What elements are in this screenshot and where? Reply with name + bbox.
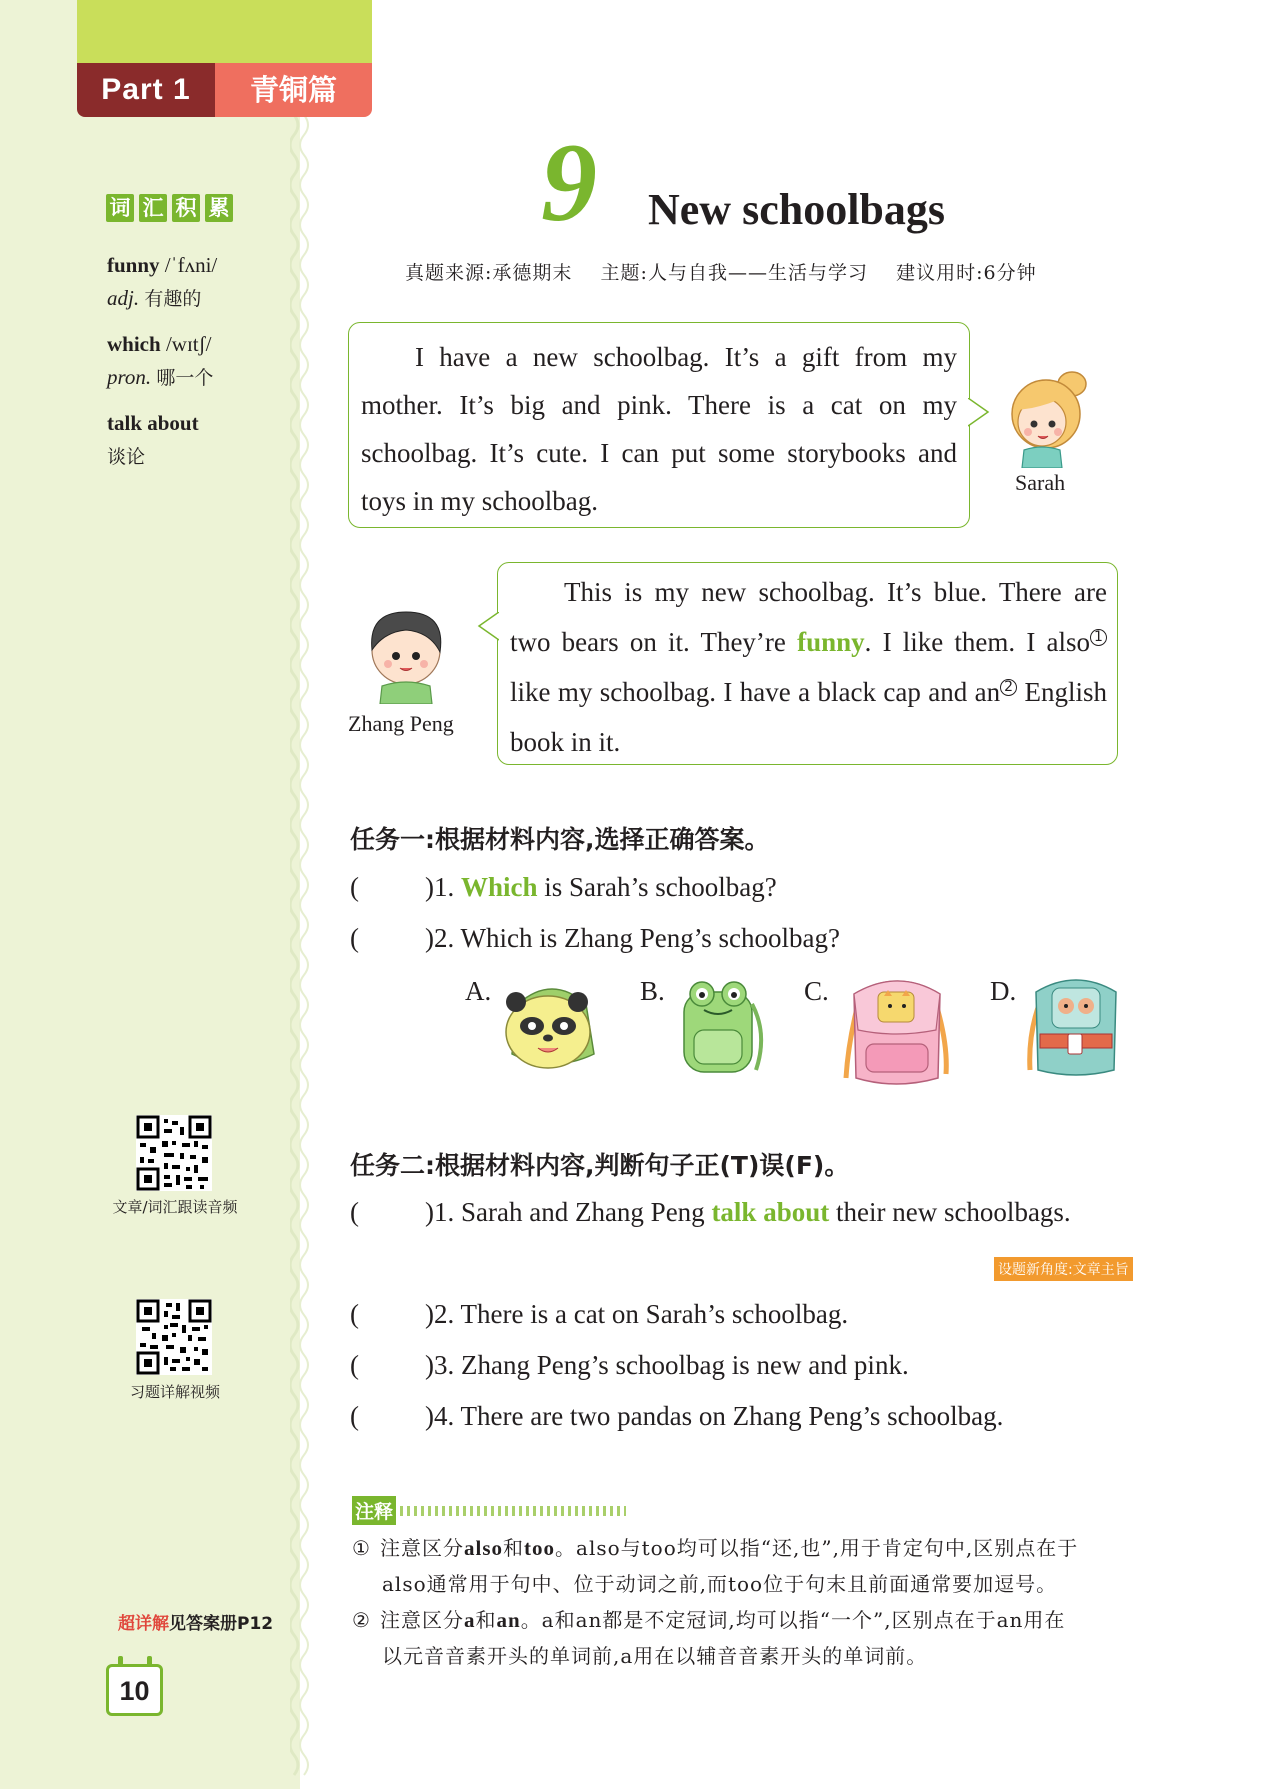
notes-label: 注释 [352,1496,396,1525]
option-b-label: B. [640,976,665,1006]
note-continuation: also通常用于句中、位于动词之前,而too位于句末且前面通常要加逗号。 [382,1572,1058,1596]
section-label: 青铜篇 [215,63,372,117]
note-2 [352,1602,1162,1674]
note-text: 注意区分 [380,1536,464,1560]
vocab-heading-char: 累 [205,194,233,222]
zhang-text-part: English book in it. [510,677,1107,757]
vocab-entry-funny [107,249,297,316]
note-term: a [464,1608,476,1632]
vocab-entry-which [107,328,297,395]
zhang-peng-name: Zhang Peng [348,711,454,736]
option-c-label: C. [804,976,829,1006]
zhang-text-part: . I like them. I also [864,627,1090,657]
answer-blank[interactable]: ( [350,1350,359,1380]
answer-reference-highlight: 超详解 [118,1614,169,1634]
task2-question-4: ( )4. There are two pandas on Zhang Peng’s schoolbag. [350,1401,1004,1431]
which-highlight: Which [461,872,538,902]
lesson-title: New schoolbags [648,185,946,234]
question-number: 1. [434,872,461,902]
part-label: Part 1 [77,63,215,117]
answer-blank[interactable]: ( [350,872,359,902]
notes-divider [400,1506,626,1516]
vocab-meaning: 谈论 [107,446,146,468]
note-text: 和 [503,1536,525,1560]
vocab-meaning: 哪一个 [156,367,214,389]
vocab-word: talk about [107,411,199,435]
note-number: ② [352,1608,371,1632]
vocab-entry-talk-about [107,407,297,474]
qr-code-video[interactable] [136,1299,212,1375]
new-angle-tag: 设题新角度:文章主旨 [994,1257,1133,1281]
panda-backpack-icon[interactable] [498,974,606,1074]
answer-blank[interactable]: ( [350,1401,359,1431]
question-text: 2. There is a cat on Sarah’s schoolbag. [434,1299,849,1329]
qr-code-audio[interactable] [136,1115,212,1191]
zhang-text-part: like my schoolbag. I have a black cap and an [510,677,1001,707]
note-number: ① [352,1536,371,1560]
vocab-word: which [107,332,161,356]
task2-question-3: ( )3. Zhang Peng’s schoolbag is new and pink. [350,1350,909,1380]
page-number: 10 [106,1664,163,1716]
vocab-meaning: 有趣的 [144,288,202,310]
sarah-speech-bubble [348,322,970,528]
question-text: 4. There are two pandas on Zhang Peng’s schoolbag. [434,1401,1004,1431]
vocab-phonetic: /wɪtʃ/ [165,332,212,356]
bubble-pointer [968,398,990,428]
vocab-heading [106,194,233,222]
zhang-peng-avatar-icon [360,602,454,704]
qr-video-label: 习题详解视频 [129,1383,220,1401]
answer-blank[interactable]: ( [350,1299,359,1329]
task1-question-1: ( )1. Which is Sarah’s schoolbag? [350,872,777,902]
note-text: 。a和an都是不定冠词,均可以指“一个”,区别点在于an用在 [520,1608,1066,1632]
sarah-text: I have a new schoolbag. It’s a gift from my mother. It’s big and pink. There is a cat on my schoolbag. It’s cute. I can put some storybooks and toys in my schoolbag. [361,342,957,516]
task2-question-1: ( )1. Sarah and Zhang Peng talk about their new schoolbags. [350,1197,1071,1227]
note-term: an [496,1608,521,1632]
question-text: 1. Sarah and Zhang Peng [434,1197,712,1227]
task1-heading: 任务一:根据材料内容,选择正确答案。 [350,825,770,854]
question-text: 3. Zhang Peng’s schoolbag is new and pink. [434,1350,909,1380]
frog-backpack-icon[interactable] [672,974,770,1078]
note-text: 注意区分 [380,1608,464,1632]
sarah-avatar-icon [1002,364,1106,468]
zhang-text-part: This is my new schoolbag. It’s blue. There are two bears on it. They’re [510,577,1107,657]
answer-blank[interactable]: ( [350,1197,359,1227]
sarah-name: Sarah [1015,470,1066,495]
answer-blank[interactable]: ( [350,923,359,953]
note-1 [352,1530,1162,1602]
cat-backpack-icon[interactable] [838,974,958,1092]
vocab-heading-char: 积 [172,194,200,222]
lesson-meta: 真题来源:承德期末 主题:人与自我——生活与学习 建议用时:6分钟 [405,262,1037,284]
lesson-number: 9 [541,121,597,245]
note-marker-2: 2 [1000,679,1017,696]
talk-about-highlight: talk about [711,1197,830,1227]
vocab-heading-char: 词 [106,194,134,222]
answer-reference-text: 见答案册P12 [169,1614,274,1634]
funny-highlight: funny [797,627,865,657]
question-text: is Sarah’s schoolbag? [537,872,777,902]
bubble-pointer [477,612,499,642]
vocab-heading-char: 汇 [139,194,167,222]
part-banner [77,63,372,117]
note-marker-1: 1 [1090,629,1107,646]
option-a-label: A. [465,976,492,1006]
note-text: 和 [475,1608,497,1632]
zhang-speech-bubble [497,562,1118,765]
header-tab [77,0,372,66]
answer-reference [118,1609,273,1634]
vocab-phonetic: /ˈfʌni/ [164,253,218,277]
notes-heading [352,1496,626,1525]
bear-backpack-icon[interactable] [1022,974,1130,1082]
task1-question-2: ( )2. Which is Zhang Peng’s schoolbag? [350,923,840,953]
note-text: 。also与too均可以指“还,也”,用于肯定句中,区别点在于 [555,1536,1079,1560]
task2-heading: 任务二:根据材料内容,判断句子正(T)误(F)。 [350,1151,850,1180]
note-continuation: 以元音音素开头的单词前,a用在以辅音音素开头的单词前。 [382,1644,928,1668]
question-text: 2. Which is Zhang Peng’s schoolbag? [434,923,840,953]
question-text: their new schoolbags. [829,1197,1071,1227]
note-term: too [524,1536,556,1560]
vocab-pos: adj. [107,286,140,310]
vocab-pos: pron. [107,365,152,389]
qr-audio-label: 文章/词汇跟读音频 [112,1198,238,1216]
zhang-text [510,567,1107,767]
note-term: also [464,1536,504,1560]
vocab-word: funny [107,253,160,277]
task2-question-2: ( )2. There is a cat on Sarah’s schoolbag. [350,1299,849,1329]
option-d-label: D. [990,976,1017,1006]
